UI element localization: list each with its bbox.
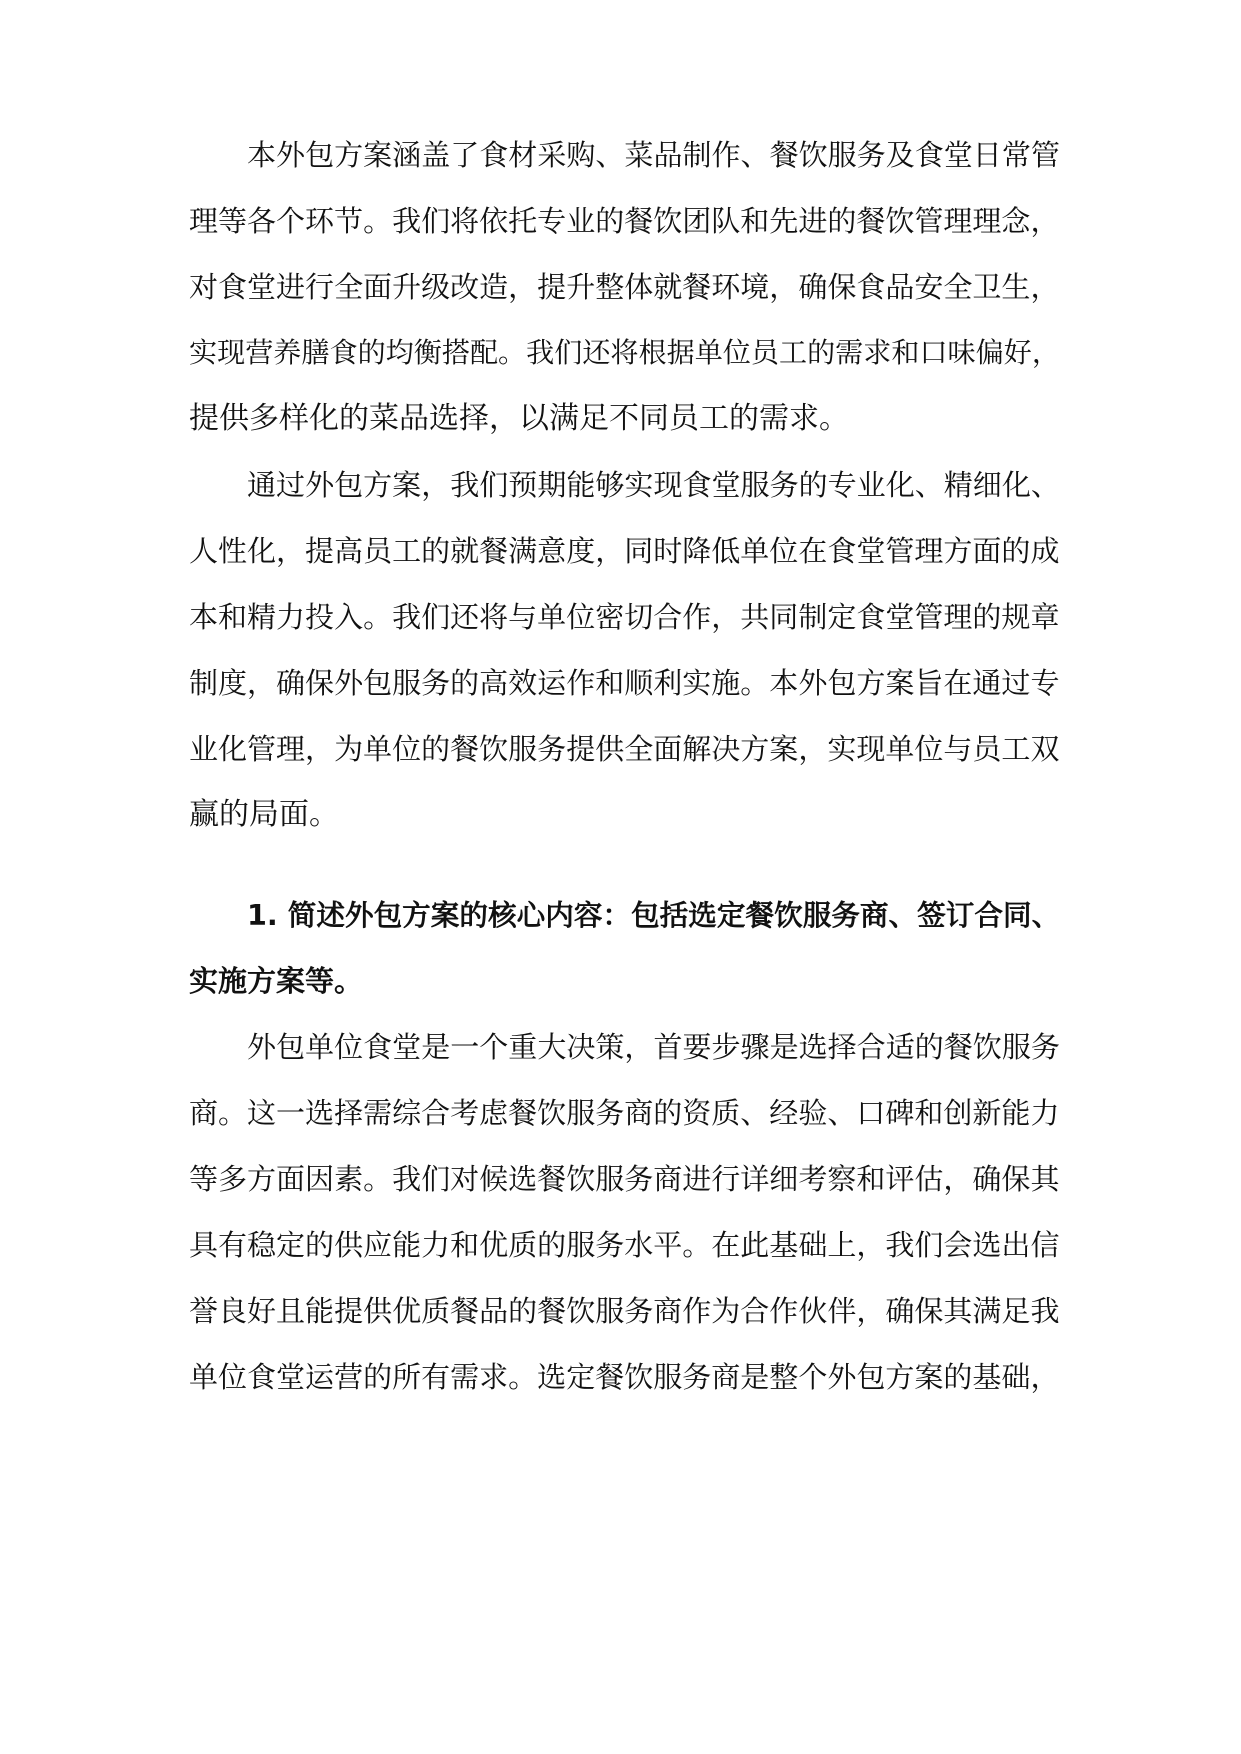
paragraph-1-line-2: 理等各个环节。我们将依托专业的餐饮团队和先进的餐饮管理理念， <box>189 204 1060 238</box>
paragraph-1-line-3: 对食堂进行全面升级改造，提升整体就餐环境，确保食品安全卫生， <box>189 270 1060 304</box>
paragraph-3-line-4: 具有稳定的供应能力和优质的服务水平。在此基础上，我们会选出信 <box>189 1228 1060 1262</box>
paragraph-1-line-5: 提供多样化的菜品选择，以满足不同员工的需求。 <box>189 401 849 436</box>
paragraph-1-line-1: 本外包方案涵盖了食材采购、菜品制作、餐饮服务及食堂日常管 <box>247 138 1060 172</box>
section-heading-line-1: 1. 简述外包方案的核心内容：包括选定餐饮服务商、签订合同、 <box>247 898 1061 932</box>
paragraph-3-line-2: 商。这一选择需综合考虑餐饮服务商的资质、经验、口碑和创新能力 <box>189 1096 1060 1130</box>
paragraph-1-line-4: 实现营养膳食的均衡搭配。我们还将根据单位员工的需求和口味偏好， <box>189 336 1060 369</box>
paragraph-2-line-5: 业化管理，为单位的餐饮服务提供全面解决方案，实现单位与员工双 <box>189 732 1060 766</box>
paragraph-3-line-6: 单位食堂运营的所有需求。选定餐饮服务商是整个外包方案的基础， <box>189 1360 1060 1394</box>
paragraph-3-line-1: 外包单位食堂是一个重大决策，首要步骤是选择合适的餐饮服务 <box>247 1030 1060 1064</box>
paragraph-2-line-1: 通过外包方案，我们预期能够实现食堂服务的专业化、精细化、 <box>247 468 1060 502</box>
paragraph-2-line-4: 制度，确保外包服务的高效运作和顺利实施。本外包方案旨在通过专 <box>189 666 1060 700</box>
section-heading-line-2: 实施方案等。 <box>189 964 364 998</box>
paragraph-2-line-2: 人性化，提高员工的就餐满意度，同时降低单位在食堂管理方面的成 <box>189 534 1060 568</box>
paragraph-2-line-3: 本和精力投入。我们还将与单位密切合作，共同制定食堂管理的规章 <box>189 600 1060 634</box>
paragraph-2-line-6: 赢的局面。 <box>189 797 339 832</box>
paragraph-3-line-3: 等多方面因素。我们对候选餐饮服务商进行详细考察和评估，确保其 <box>189 1162 1060 1196</box>
paragraph-3-line-5: 誉良好且能提供优质餐品的餐饮服务商作为合作伙伴，确保其满足我 <box>189 1294 1060 1328</box>
